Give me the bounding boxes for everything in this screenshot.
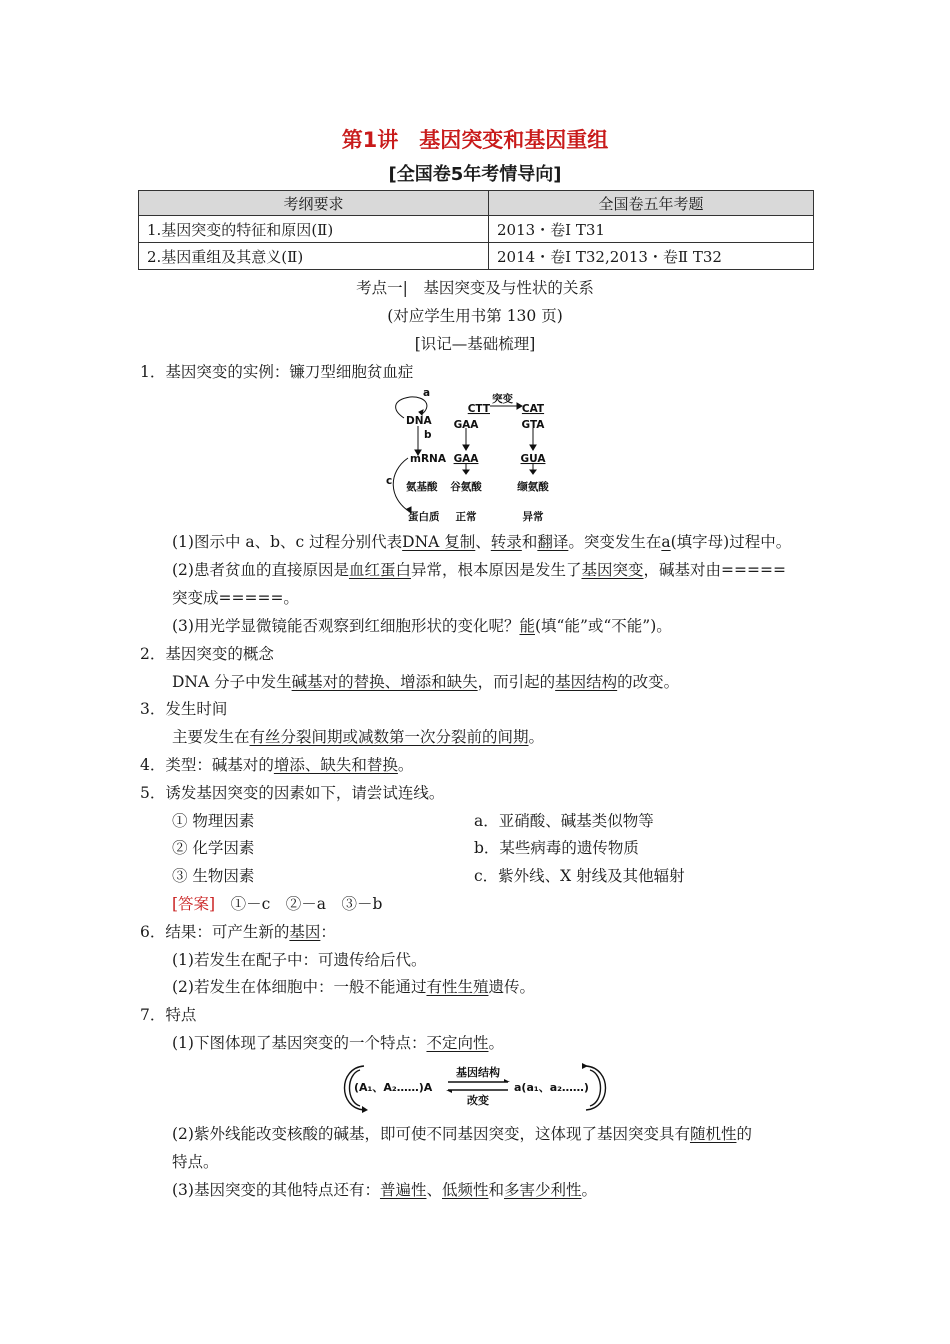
arrow-bottom-label: 改变	[467, 1094, 489, 1107]
arrow-top-label: 基因结构	[456, 1066, 500, 1079]
item-6-1: (1)若发生在配子中：可遗传给后代。	[172, 951, 427, 969]
item-3: 3．发生时间	[140, 700, 228, 718]
label-mutation: 突变	[492, 393, 513, 405]
cause-a: a．亚硝酸、碱基类似物等	[474, 812, 654, 830]
item-7-3: (3)基因突变的其他特点还有：普遍性、低频性和多害少利性。	[172, 1181, 598, 1199]
item-7-2-cont: 特点。	[172, 1153, 219, 1171]
allele-mutation-diagram	[338, 1060, 612, 1116]
label-gaa-mrna: GAA	[453, 453, 479, 465]
table-cell: 2014・卷Ⅰ T32,2013・卷Ⅱ T32	[489, 243, 814, 270]
section-heading: 考点一| 基因突变及与性状的关系	[356, 279, 594, 297]
label-ctt: CTT	[467, 403, 490, 415]
allele-left-label: (A₁、A₂……)A	[354, 1081, 433, 1094]
item-6: 6．结果：可产生新的基因：	[140, 923, 336, 941]
answer-line	[172, 894, 382, 914]
item-4: 4．类型：碱基对的增添、缺失和替换。	[140, 756, 414, 774]
item-5: 5．诱发基因突变的因素如下，请尝试连线。	[140, 784, 445, 802]
label-cat: CAT	[521, 403, 545, 415]
item-7-2: (2)紫外线能改变核酸的碱基，即可使不同基因突变，这体现了基因突变具有随机性的	[172, 1125, 752, 1143]
item-7-1: (1)下图体现了基因突变的一个特点：不定向性。	[172, 1034, 504, 1052]
table-header-cell: 考纲要求	[139, 191, 489, 216]
item-6-2: (2)若发生在体细胞中：一般不能通过有性生殖遗传。	[172, 978, 535, 996]
label-c: c	[386, 475, 393, 487]
label-valine: 缬氨酸	[517, 481, 549, 493]
answer-label: [答案]	[172, 895, 216, 913]
item-1: 1．基因突变的实例：镰刀型细胞贫血症	[140, 363, 414, 381]
table-cell: 1.基因突变的特征和原因(Ⅱ)	[139, 216, 489, 243]
table-cell: 2013・卷Ⅰ T31	[489, 216, 814, 243]
sickle-cell-diagram	[380, 386, 580, 526]
cause-b: b．某些病毒的遗传物质	[474, 839, 639, 857]
page-title: 第1讲 基因突变和基因重组	[341, 128, 609, 152]
label-normal: 正常	[455, 511, 477, 523]
label-dna: DNA	[406, 415, 432, 427]
label-gta: GTA	[521, 419, 545, 431]
item-1-2: (2)患者贫血的直接原因是血红蛋白异常，根本原因是发生了基因突变，碱基对由=====	[172, 561, 786, 579]
label-amino-acid: 氨基酸	[406, 481, 438, 493]
item-2: 2．基因突变的概念	[140, 645, 274, 663]
table-cell: 2.基因重组及其意义(Ⅱ)	[139, 243, 489, 270]
factor-biological: ③ 生物因素	[172, 867, 255, 885]
item-2-1: DNA 分子中发生碱基对的替换、增添和缺失，而引起的基因结构的改变。	[172, 673, 680, 691]
label-b: b	[424, 429, 432, 441]
table-row	[139, 243, 814, 270]
label-mrna: mRNA	[410, 453, 446, 465]
item-1-3: (3)用光学显微镜能否观察到红细胞形状的变化呢？能(填“能”或“不能”)。	[172, 617, 672, 635]
label-abnormal: 异常	[522, 511, 544, 523]
item-1-1: (1)图示中 a、b、c 过程分别代表DNA 复制、转录和翻译。突变发生在a(填字母)过程中。	[172, 533, 792, 551]
item-1-2-cont: 突变成=====。	[172, 589, 299, 607]
exam-table	[138, 190, 814, 270]
label-gaa: GAA	[453, 419, 479, 431]
label-glutamate: 谷氨酸	[450, 481, 482, 493]
item-3-1: 主要发生在有丝分裂间期或减数第一次分裂前的间期。	[172, 728, 545, 746]
section-tag: [识记—基础梳理]	[414, 335, 536, 353]
page-subtitle: [全国卷5年考情导向]	[388, 164, 562, 185]
label-a: a	[423, 387, 431, 399]
table-header-row	[139, 191, 814, 216]
answer-text: ①－c ②－a ③－b	[230, 895, 383, 913]
table-header-cell: 全国卷五年考题	[489, 191, 814, 216]
item-7: 7．特点	[140, 1006, 197, 1024]
label-protein: 蛋白质	[408, 511, 440, 523]
allele-right-label: a(a₁、a₂……)	[514, 1081, 589, 1094]
table-row	[139, 216, 814, 243]
factor-chemical: ② 化学因素	[172, 839, 255, 857]
factor-physical: ① 物理因素	[172, 812, 255, 830]
label-gua: GUA	[520, 453, 546, 465]
section-reference: (对应学生用书第 130 页)	[387, 307, 563, 325]
cause-c: c．紫外线、X 射线及其他辐射	[474, 867, 685, 885]
